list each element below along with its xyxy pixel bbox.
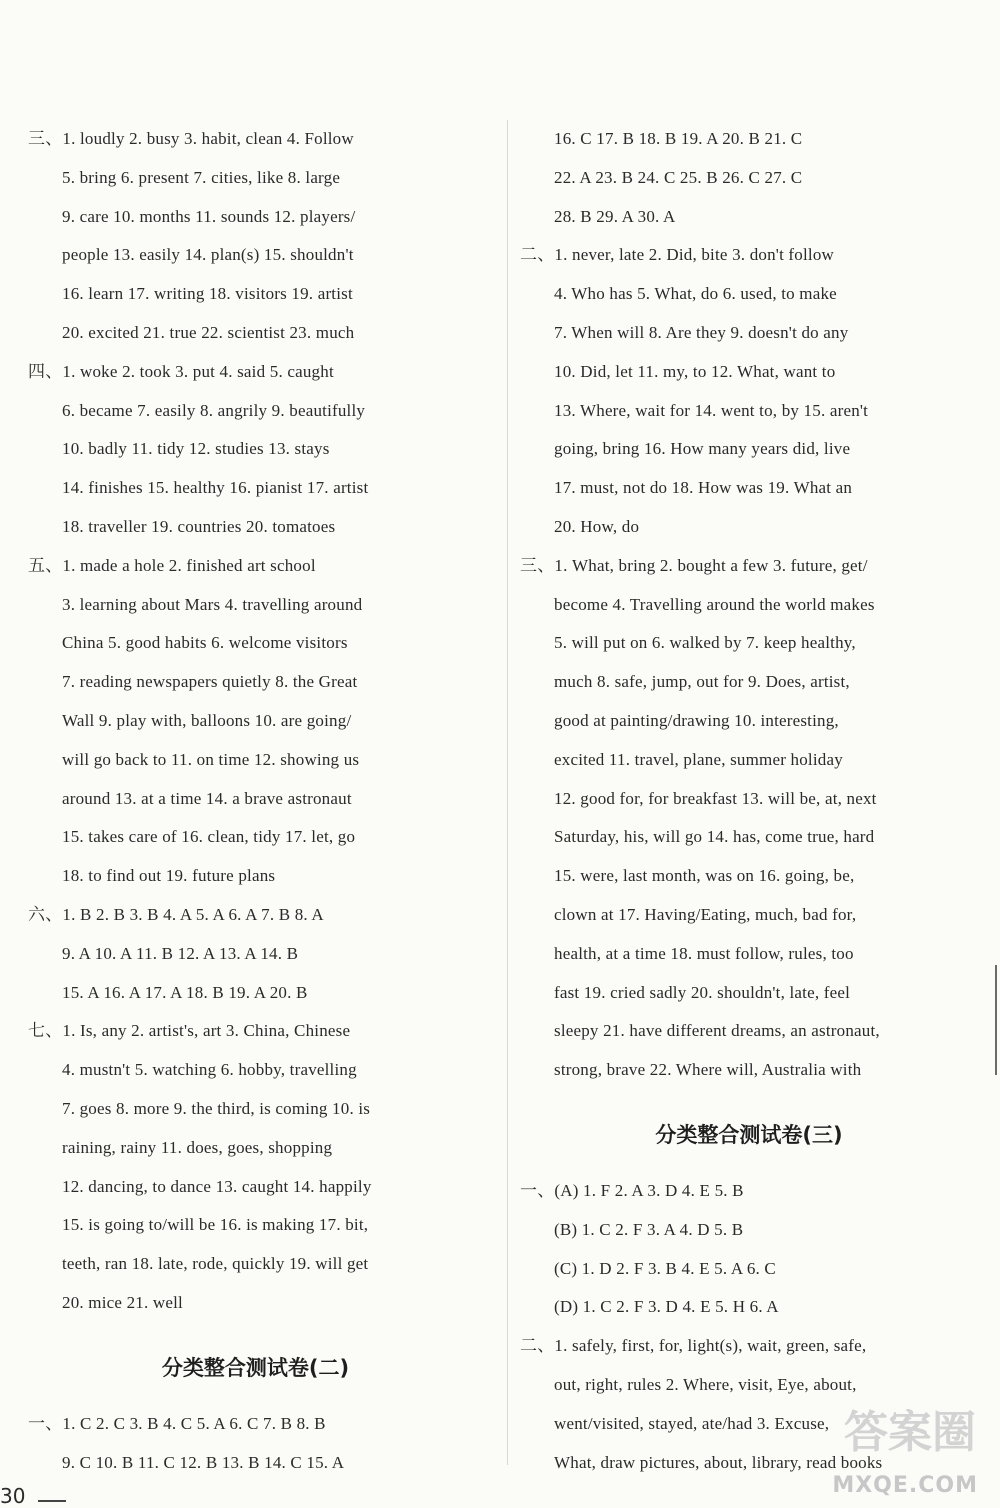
answer-line (520, 586, 978, 625)
answer-line (520, 1288, 978, 1327)
answer-line (520, 818, 978, 857)
answer-line-text: 5. will put on 6. walked by 7. keep healthy, (554, 633, 856, 653)
answer-line-text: out, right, rules 2. Where, visit, Eye, about, (554, 1374, 857, 1394)
answer-line-text: 17. must, not do 18. How was 19. What an (554, 478, 853, 498)
answer-line-text: 9. A 10. A 11. B 12. A 13. A 14. B (62, 943, 299, 963)
answer-line (28, 159, 483, 198)
answer-line-text: (B) 1. C 2. F 3. A 4. D 5. B (554, 1219, 744, 1239)
answer-line (28, 120, 483, 159)
answer-line-text: 15. takes care of 16. clean, tidy 17. let, go (62, 827, 356, 847)
answer-line-text: 10. Did, let 11. my, to 12. What, want to (554, 361, 836, 381)
answer-line-text: 七、1. Is, any 2. artist's, art 3. China, Chinese (28, 1021, 351, 1041)
answer-line (28, 1206, 483, 1245)
answer-line (28, 586, 483, 625)
answer-line (28, 741, 483, 780)
answer-line-text: (D) 1. C 2. F 3. D 4. E 5. H 6. A (554, 1297, 779, 1317)
answer-line-text: teeth, ran 18. late, rode, quickly 19. will get (62, 1254, 369, 1274)
answer-line (28, 780, 483, 819)
answer-line-text: 28. B 29. A 30. A (554, 206, 676, 226)
answer-line (520, 857, 978, 896)
answer-line (28, 1090, 483, 1129)
answer-line-text: 12. good for, for breakfast 13. will be, at, next (554, 788, 877, 808)
answer-line (28, 818, 483, 857)
answer-line-text: sleepy 21. have different dreams, an astronaut, (554, 1021, 880, 1041)
answer-line (28, 1284, 483, 1323)
answer-line-text: 四、1. woke 2. took 3. put 4. said 5. caught (28, 361, 334, 381)
answer-line (28, 353, 483, 392)
answer-line-text: clown at 17. Having/Eating, much, bad for, (554, 904, 857, 924)
answer-line-text: raining, rainy 11. does, goes, shopping (62, 1137, 333, 1157)
answer-line (520, 430, 978, 469)
answer-line-text: become 4. Travelling around the world makes (554, 594, 875, 614)
answer-line (520, 353, 978, 392)
answer-line (28, 236, 483, 275)
watermark (790, 1392, 990, 1502)
answer-line-text: 9. C 10. B 11. C 12. B 13. B 14. C 15. A (62, 1452, 345, 1472)
answer-line (520, 1211, 978, 1250)
answer-line-text: 16. learn 17. writing 18. visitors 19. artist (62, 284, 353, 304)
answer-line (28, 702, 483, 741)
answer-line (28, 392, 483, 431)
answer-line (28, 1444, 483, 1483)
answer-line-text: 15. A 16. A 17. A 18. B 19. A 20. B (62, 982, 308, 1002)
answer-line-text: 12. dancing, to dance 13. caught 14. happily (62, 1176, 372, 1196)
section-title-test-3: 分类整合测试卷(三) (655, 1122, 843, 1147)
answer-line (520, 469, 978, 508)
answer-line-text: 20. mice 21. well (62, 1292, 183, 1312)
answer-line (28, 314, 483, 353)
answer-line (520, 392, 978, 431)
answer-line (28, 974, 483, 1013)
answer-line (520, 780, 978, 819)
answer-line (28, 1012, 483, 1051)
answer-line-text: 18. to find out 19. future plans (62, 866, 276, 886)
answer-line-text: strong, brave 22. Where will, Australia with (554, 1060, 862, 1080)
answer-line-text: 三、1. loudly 2. busy 3. habit, clean 4. Follow (28, 129, 354, 148)
answer-line-text: 二、1. safely, first, for, light(s), wait, green, safe, (520, 1336, 867, 1356)
answer-line (520, 935, 978, 974)
answer-line (28, 1405, 483, 1444)
answer-line-text: Wall 9. play with, balloons 10. are going/ (62, 710, 352, 730)
answer-line (28, 935, 483, 974)
answer-line-text: 20. How, do (554, 516, 640, 536)
answer-line-text: What, draw pictures, about, library, read books (554, 1452, 883, 1472)
answer-line-text: China 5. good habits 6. welcome visitors (62, 633, 348, 653)
answer-line-text: good at painting/drawing 10. interesting, (554, 710, 839, 730)
answer-line (28, 624, 483, 663)
answer-line (28, 1168, 483, 1207)
answer-line (28, 1051, 483, 1090)
answer-line-text: 18. traveller 19. countries 20. tomatoes (62, 516, 336, 536)
answer-line (520, 741, 978, 780)
answer-line (520, 1327, 978, 1366)
left-section-lines (28, 1405, 483, 1483)
answer-line-text: health, at a time 18. must follow, rules, too (554, 943, 854, 963)
answer-line (28, 430, 483, 469)
answer-line-text: much 8. safe, jump, out for 9. Does, artist, (554, 672, 850, 692)
answer-line (520, 236, 978, 275)
right-answer-lines (520, 120, 978, 1090)
section-title-test-2: 分类整合测试卷(二) (161, 1355, 350, 1380)
answer-line-text: 一、1. C 2. C 3. B 4. C 5. A 6. C 7. B 8. B (28, 1413, 326, 1433)
answer-line-text: 7. reading newspapers quietly 8. the Great (62, 672, 358, 692)
answer-line (28, 198, 483, 237)
answer-line-text: 9. care 10. months 11. sounds 12. players/ (62, 206, 356, 226)
answer-line-text: (C) 1. D 2. F 3. B 4. E 5. A 6. C (554, 1258, 776, 1278)
answer-line (28, 857, 483, 896)
answer-line-text: 4. mustn't 5. watching 6. hobby, travelling (62, 1060, 357, 1080)
left-column (28, 120, 483, 1482)
answer-line (28, 508, 483, 547)
answer-line-text: fast 19. cried sadly 20. shouldn't, late, feel (554, 982, 850, 1002)
answer-line-text: going, bring 16. How many years did, live (554, 439, 851, 459)
answer-line (520, 314, 978, 353)
answer-line (28, 275, 483, 314)
answer-line (520, 1012, 978, 1051)
answer-line (520, 275, 978, 314)
answer-line (28, 469, 483, 508)
answer-line (28, 663, 483, 702)
answer-line-text: around 13. at a time 14. a brave astronaut (62, 788, 352, 808)
answer-line (520, 663, 978, 702)
answer-line-text: 22. A 23. B 24. C 25. B 26. C 27. C (554, 167, 803, 187)
answer-line (28, 1129, 483, 1168)
left-answer-lines (28, 120, 483, 1323)
answer-line-text: 7. goes 8. more 9. the third, is coming 10. is (62, 1098, 371, 1118)
answer-line (520, 547, 978, 586)
answer-line-text: will go back to 11. on time 12. showing us (62, 749, 360, 769)
answer-line (520, 120, 978, 159)
answer-line-text: excited 11. travel, plane, summer holiday (554, 749, 843, 769)
answer-line-text: 13. Where, wait for 14. went to, by 15. aren't (554, 400, 869, 420)
answer-line-text: 6. became 7. easily 8. angrily 9. beautifully (62, 400, 366, 420)
answer-line-text: 一、(A) 1. F 2. A 3. D 4. E 5. B (520, 1180, 744, 1200)
answer-line-text: 15. is going to/will be 16. is making 17. bit, (62, 1215, 369, 1235)
answer-line-text: 4. Who has 5. What, do 6. used, to make (554, 284, 837, 304)
page-number: 30 (0, 1484, 26, 1508)
column-divider (507, 120, 508, 1465)
answer-line-text: 3. learning about Mars 4. travelling around (62, 594, 363, 614)
answer-line-text: 五、1. made a hole 2. finished art school (28, 555, 316, 575)
answer-line (520, 702, 978, 741)
answer-line-text: 二、1. never, late 2. Did, bite 3. don't follow (520, 245, 835, 265)
answer-line-text: 14. finishes 15. healthy 16. pianist 17. artist (62, 478, 369, 498)
answer-line-text: 10. badly 11. tidy 12. studies 13. stays (62, 439, 330, 459)
answer-line (520, 508, 978, 547)
answer-line-text: 16. C 17. B 18. B 19. A 20. B 21. C (554, 129, 803, 148)
answer-line-text: 15. were, last month, was on 16. going, be, (554, 866, 855, 886)
answer-line (28, 1245, 483, 1284)
answer-line (520, 974, 978, 1013)
answer-line-text: people 13. easily 14. plan(s) 15. shouldn't (62, 245, 354, 265)
scan-edge-mark (995, 965, 997, 1075)
answer-line (520, 1250, 978, 1289)
answer-line-text: 20. excited 21. true 22. scientist 23. much (62, 322, 355, 342)
answer-line-text: 三、1. What, bring 2. bought a few 3. future, get/ (520, 555, 868, 575)
watermark-site: MXQE.COM (832, 1473, 978, 1498)
answer-line (520, 1172, 978, 1211)
answer-line (520, 624, 978, 663)
answer-line-text: 六、1. B 2. B 3. B 4. A 5. A 6. A 7. B 8. A (28, 904, 324, 924)
answer-line-text: 5. bring 6. present 7. cities, like 8. large (62, 167, 341, 187)
answer-line-text: 7. When will 8. Are they 9. doesn't do any (554, 322, 849, 342)
answer-line (28, 547, 483, 586)
answer-line (520, 1051, 978, 1090)
answer-line-text: Saturday, his, will go 14. has, come true, hard (554, 827, 875, 847)
page-number-dash (38, 1500, 66, 1502)
answer-line (520, 896, 978, 935)
answer-line-text: went/visited, stayed, ate/had 3. Excuse, (554, 1413, 830, 1433)
right-column (520, 120, 978, 1482)
watermark-logo: 答案圈 (844, 1407, 976, 1458)
answer-line (520, 159, 978, 198)
answer-line (520, 198, 978, 237)
answer-line (28, 896, 483, 935)
